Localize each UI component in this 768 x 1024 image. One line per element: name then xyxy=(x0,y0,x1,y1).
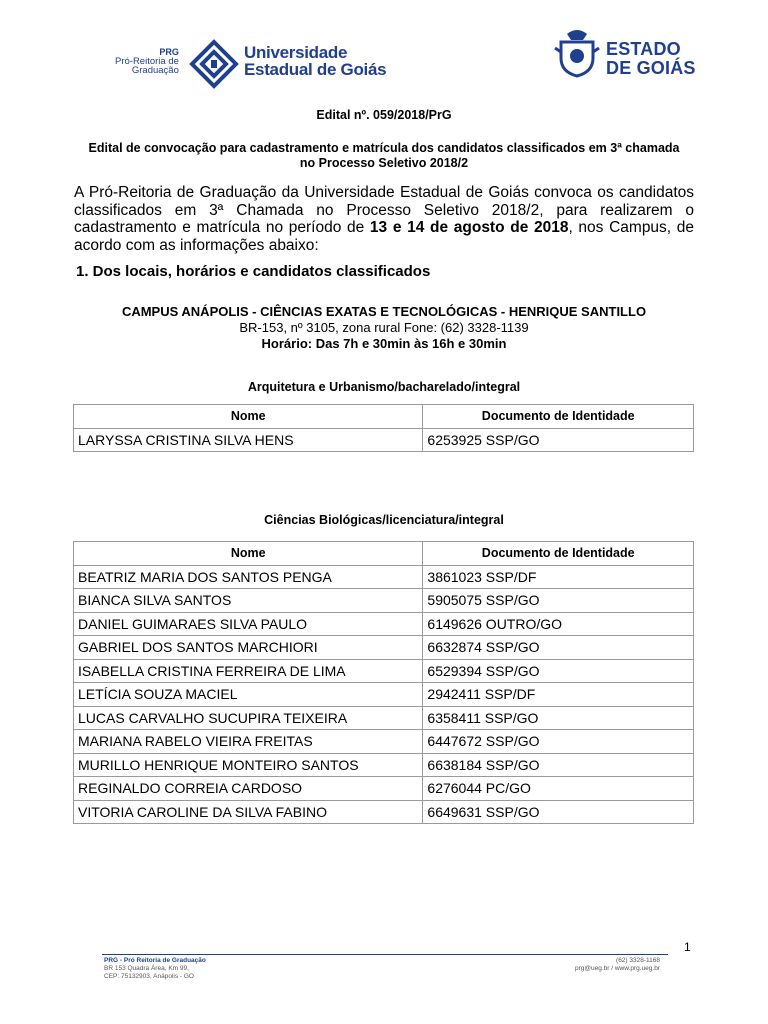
candidate-document: 5905075 SSP/GO xyxy=(423,589,694,613)
footer-phone: (62) 3328-1168 xyxy=(616,957,660,964)
candidate-name: REGINALDO CORREIA CARDOSO xyxy=(74,777,423,801)
candidate-name: GABRIEL DOS SANTOS MARCHIORI xyxy=(74,636,423,660)
table-row xyxy=(74,428,694,452)
state-wordmark xyxy=(606,40,696,78)
table-row xyxy=(74,612,694,636)
campus-info xyxy=(0,304,768,352)
footer-cep: CEP: 75132903, Anápolis - GO xyxy=(104,973,194,980)
footer-web: prg@ueg.br / www.prg.ueg.br xyxy=(574,965,660,972)
table-row xyxy=(74,753,694,777)
table-row xyxy=(74,777,694,801)
course-title: Arquitetura e Urbanismo/bacharelado/integral xyxy=(247,380,521,394)
intro-text-post: , nos Campus, de acordo com as informações abaixo: xyxy=(74,219,695,254)
prg-line-1: Pró-Reitoria de xyxy=(115,56,179,67)
intro-paragraph xyxy=(74,184,694,254)
table-row xyxy=(74,589,694,613)
footer-address xyxy=(104,957,206,981)
footer-street: BR 153 Quadra Área, Km 99, xyxy=(104,965,189,972)
footer-org: PRG - Pró Reitoria de Graduação xyxy=(104,957,206,964)
table-header-row xyxy=(74,405,694,429)
state-line-2: DE GOIÁS xyxy=(606,58,696,78)
section-heading: 1. Dos locais, horários e candidatos classificados xyxy=(76,263,431,280)
campus-hours: Horário: Das 7h e 30min às 16h e 30min xyxy=(261,336,507,351)
intro-text-pre: A Pró-Reitoria de Graduação da Universidade Estadual de Goiás convoca os candidatos classificados em 3ª Chamada no Processo Seletivo 2018/2, para realizarem o cadastramento e matrícula no período de xyxy=(74,184,694,236)
candidate-name: LUCAS CARVALHO SUCUPIRA TEIXEIRA xyxy=(74,706,423,730)
prg-line-2: Graduação xyxy=(131,65,179,76)
intro-dates: 13 e 14 de agosto de 2018 xyxy=(369,219,569,236)
page-header xyxy=(0,0,768,100)
subtitle-line-1: Edital de convocação para cadastramento e matrícula dos candidatos classificados em 3ª chamada xyxy=(88,141,680,155)
candidate-document: 6447672 SSP/GO xyxy=(423,730,694,754)
candidate-document: 6276044 PC/GO xyxy=(423,777,694,801)
prg-label xyxy=(115,48,179,75)
candidate-document: 6149626 OUTRO/GO xyxy=(423,612,694,636)
candidate-document: 6638184 SSP/GO xyxy=(423,753,694,777)
table-row xyxy=(74,659,694,683)
prg-abbr: PRG xyxy=(159,47,179,57)
ueg-wordmark xyxy=(244,44,386,78)
candidate-name: ISABELLA CRISTINA FERREIRA DE LIMA xyxy=(74,659,423,683)
candidate-name: BEATRIZ MARIA DOS SANTOS PENGA xyxy=(74,565,423,589)
candidate-name: BIANCA SILVA SANTOS xyxy=(74,589,423,613)
footer-divider xyxy=(102,954,668,955)
candidate-name: MURILLO HENRIQUE MONTEIRO SANTOS xyxy=(74,753,423,777)
candidate-name: DANIEL GUIMARAES SILVA PAULO xyxy=(74,612,423,636)
candidate-name: VITORIA CAROLINE DA SILVA FABINO xyxy=(74,800,423,824)
candidate-document: 6253925 SSP/GO xyxy=(423,428,694,452)
campus-name: CAMPUS ANÁPOLIS - CIÊNCIAS EXATAS E TECNOLÓGICAS - HENRIQUE SANTILLO xyxy=(121,304,647,319)
table-row xyxy=(74,683,694,707)
header-document: Documento de Identidade xyxy=(423,542,694,566)
page-number: 1 xyxy=(684,940,691,954)
candidate-document: 6632874 SSP/GO xyxy=(423,636,694,660)
footer-contact xyxy=(520,957,660,973)
table-row xyxy=(74,565,694,589)
header-document: Documento de Identidade xyxy=(423,405,694,429)
campus-address: BR-153, nº 3105, zona rural Fone: (62) 3328-1139 xyxy=(239,320,529,335)
ueg-logo-icon xyxy=(188,38,240,90)
course-title: Ciências Biológicas/licenciatura/integral xyxy=(264,513,504,527)
subtitle-line-2: no Processo Seletivo 2018/2 xyxy=(299,156,469,170)
ueg-line-2: Estadual de Goiás xyxy=(244,60,387,79)
edital-number: Edital nº. 059/2018/PrG xyxy=(316,108,452,122)
candidate-document: 2942411 SSP/DF xyxy=(423,683,694,707)
candidates-table xyxy=(73,404,694,452)
table-row xyxy=(74,636,694,660)
candidate-document: 6358411 SSP/GO xyxy=(423,706,694,730)
table-row xyxy=(74,706,694,730)
table-row xyxy=(74,800,694,824)
ueg-line-1: Universidade xyxy=(244,43,348,62)
candidate-document: 6649631 SSP/GO xyxy=(423,800,694,824)
table-row xyxy=(74,730,694,754)
edital-subtitle xyxy=(60,141,708,171)
candidate-name: LARYSSA CRISTINA SILVA HENS xyxy=(74,428,423,452)
candidates-table xyxy=(73,541,694,824)
candidate-document: 3861023 SSP/DF xyxy=(423,565,694,589)
table-header-row xyxy=(74,542,694,566)
goias-coat-of-arms-icon xyxy=(553,28,601,78)
state-line-1: ESTADO xyxy=(606,39,681,59)
candidate-document: 6529394 SSP/GO xyxy=(423,659,694,683)
candidate-name: MARIANA RABELO VIEIRA FREITAS xyxy=(74,730,423,754)
candidate-name: LETÍCIA SOUZA MACIEL xyxy=(74,683,423,707)
header-name: Nome xyxy=(74,542,423,566)
header-name: Nome xyxy=(74,405,423,429)
